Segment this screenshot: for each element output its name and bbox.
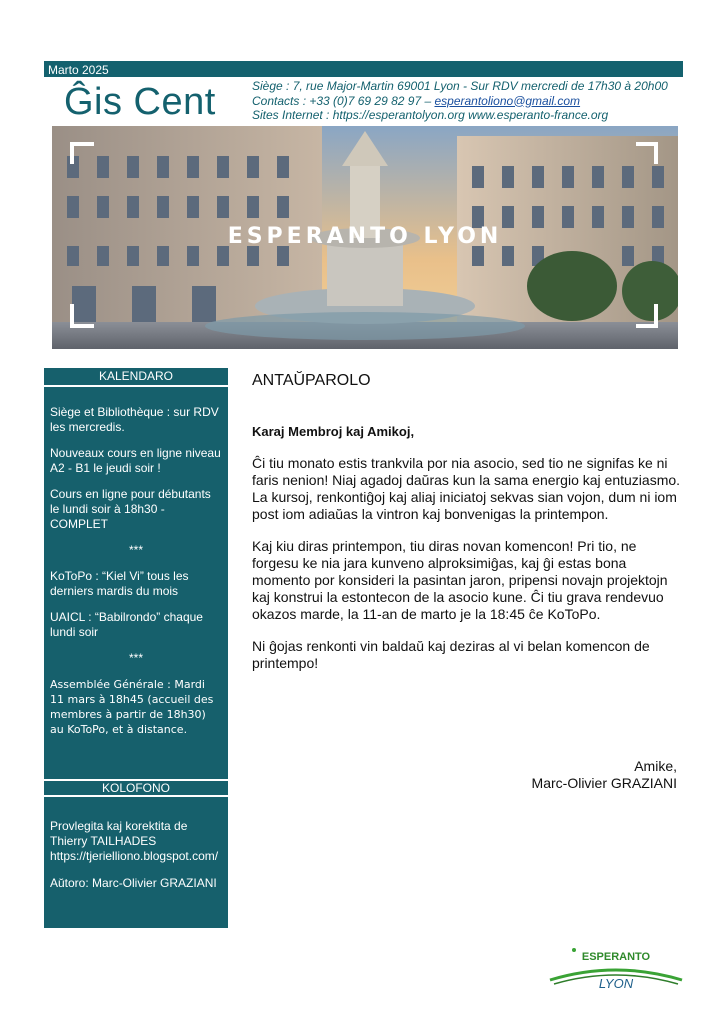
header-contact-info: [252, 79, 668, 123]
closing: Amike,: [634, 758, 677, 774]
contacts-text: Contacts : +33 (0)7 69 29 82 97 –: [252, 93, 435, 108]
email-link[interactable]: esperantoliono@gmail.com: [434, 93, 581, 108]
separator: ***: [128, 543, 143, 557]
calendar-item: UAICL : “Babilrondo” chaque lundi soir: [50, 610, 203, 639]
article: [252, 372, 682, 672]
hero-image: [52, 126, 678, 349]
article-heading: ANTAŬPAROLO: [252, 372, 371, 389]
sites-line: Sites Internet : https://esperantolyon.org www.esperanto-france.org: [252, 108, 609, 122]
calendar-item: Assemblée Générale : Mardi 11 mars à 18h45 (accueil des membres à partir de 18h30) au KoToPo, et à distance.: [50, 678, 214, 736]
article-paragraph: Kaj kiu diras printempon, tiu diras novan komencon! Pri tio, ne forgesu ke nia jara kunveno alproksimiĝas, kaj ĝi estas bona momento por konsideri la pasintan jaron, pripensi novajn projektojn kaj konstrui la estontecon de la asocio kune. Ĉi tiu grava rendevuo okazos marde, la 11-an de marto je la 18:45 ĉe KoToPo.: [252, 538, 668, 622]
date-bar: [44, 61, 683, 77]
calendar-item: Nouveaux cours en ligne niveau A2 - B1 le jeudi soir !: [50, 446, 221, 475]
colophon-item: Provlegita kaj korektita de Thierry TAILHADES https://tjerielliono.blogspot.com/: [50, 819, 219, 863]
article-paragraph: Ni ĝojas renkonti vin baldaŭ kaj deziras al vi belan komencon de printempo!: [252, 638, 650, 671]
newsletter-title: Ĝis Cent: [64, 81, 216, 123]
colophon-list: [44, 819, 228, 891]
calendar-item: Cours en ligne pour débutants le lundi soir à 18h30 - COMPLET: [50, 487, 211, 531]
issue-date: Marto 2025: [48, 63, 109, 77]
signature-name: Marc-Olivier GRAZIANI: [531, 775, 677, 791]
logo-word-2: LYON: [598, 976, 634, 991]
hero-overlay-text: ESPERANTO LYON: [227, 224, 503, 249]
article-paragraph: Ĉi tiu monato estis trankvila por nia asocio, sed tio ne signifas ke ni faris nenion! Niaj agadoj daŭras kun la sama energio kaj entuziasmo. La kursoj, renkontiĝoj kaj aliaj iniciatoj sekvas sian vojon, dum ni iom post iom adiaŭas la vintron kaj bonvenigas la printempon.: [252, 455, 681, 522]
colophon-item: Aŭtoro: Marc-Olivier GRAZIANI: [50, 876, 217, 890]
address-line: Siège : 7, rue Major-Martin 69001 Lyon - Sur RDV mercredi de 17h30 à 20h00: [252, 79, 668, 93]
signature-block: [532, 758, 677, 792]
sidebar: [44, 368, 228, 928]
calendar-item: Siège et Bibliothèque : sur RDV les mercredis.: [50, 405, 219, 434]
logo-word-1: ESPERANTO: [581, 951, 651, 963]
calendar-list: [44, 405, 228, 737]
calendar-item: KoToPo : “Kiel Vi” tous les derniers mardis du mois: [50, 569, 189, 598]
contacts-line: [252, 94, 668, 109]
esperanto-lyon-logo: [546, 946, 686, 994]
separator: ***: [128, 651, 143, 665]
salutation: Karaj Membroj kaj Amikoj,: [252, 424, 415, 439]
colophon-heading: KOLOFONO: [44, 779, 228, 797]
calendar-heading: KALENDARO: [44, 368, 228, 387]
